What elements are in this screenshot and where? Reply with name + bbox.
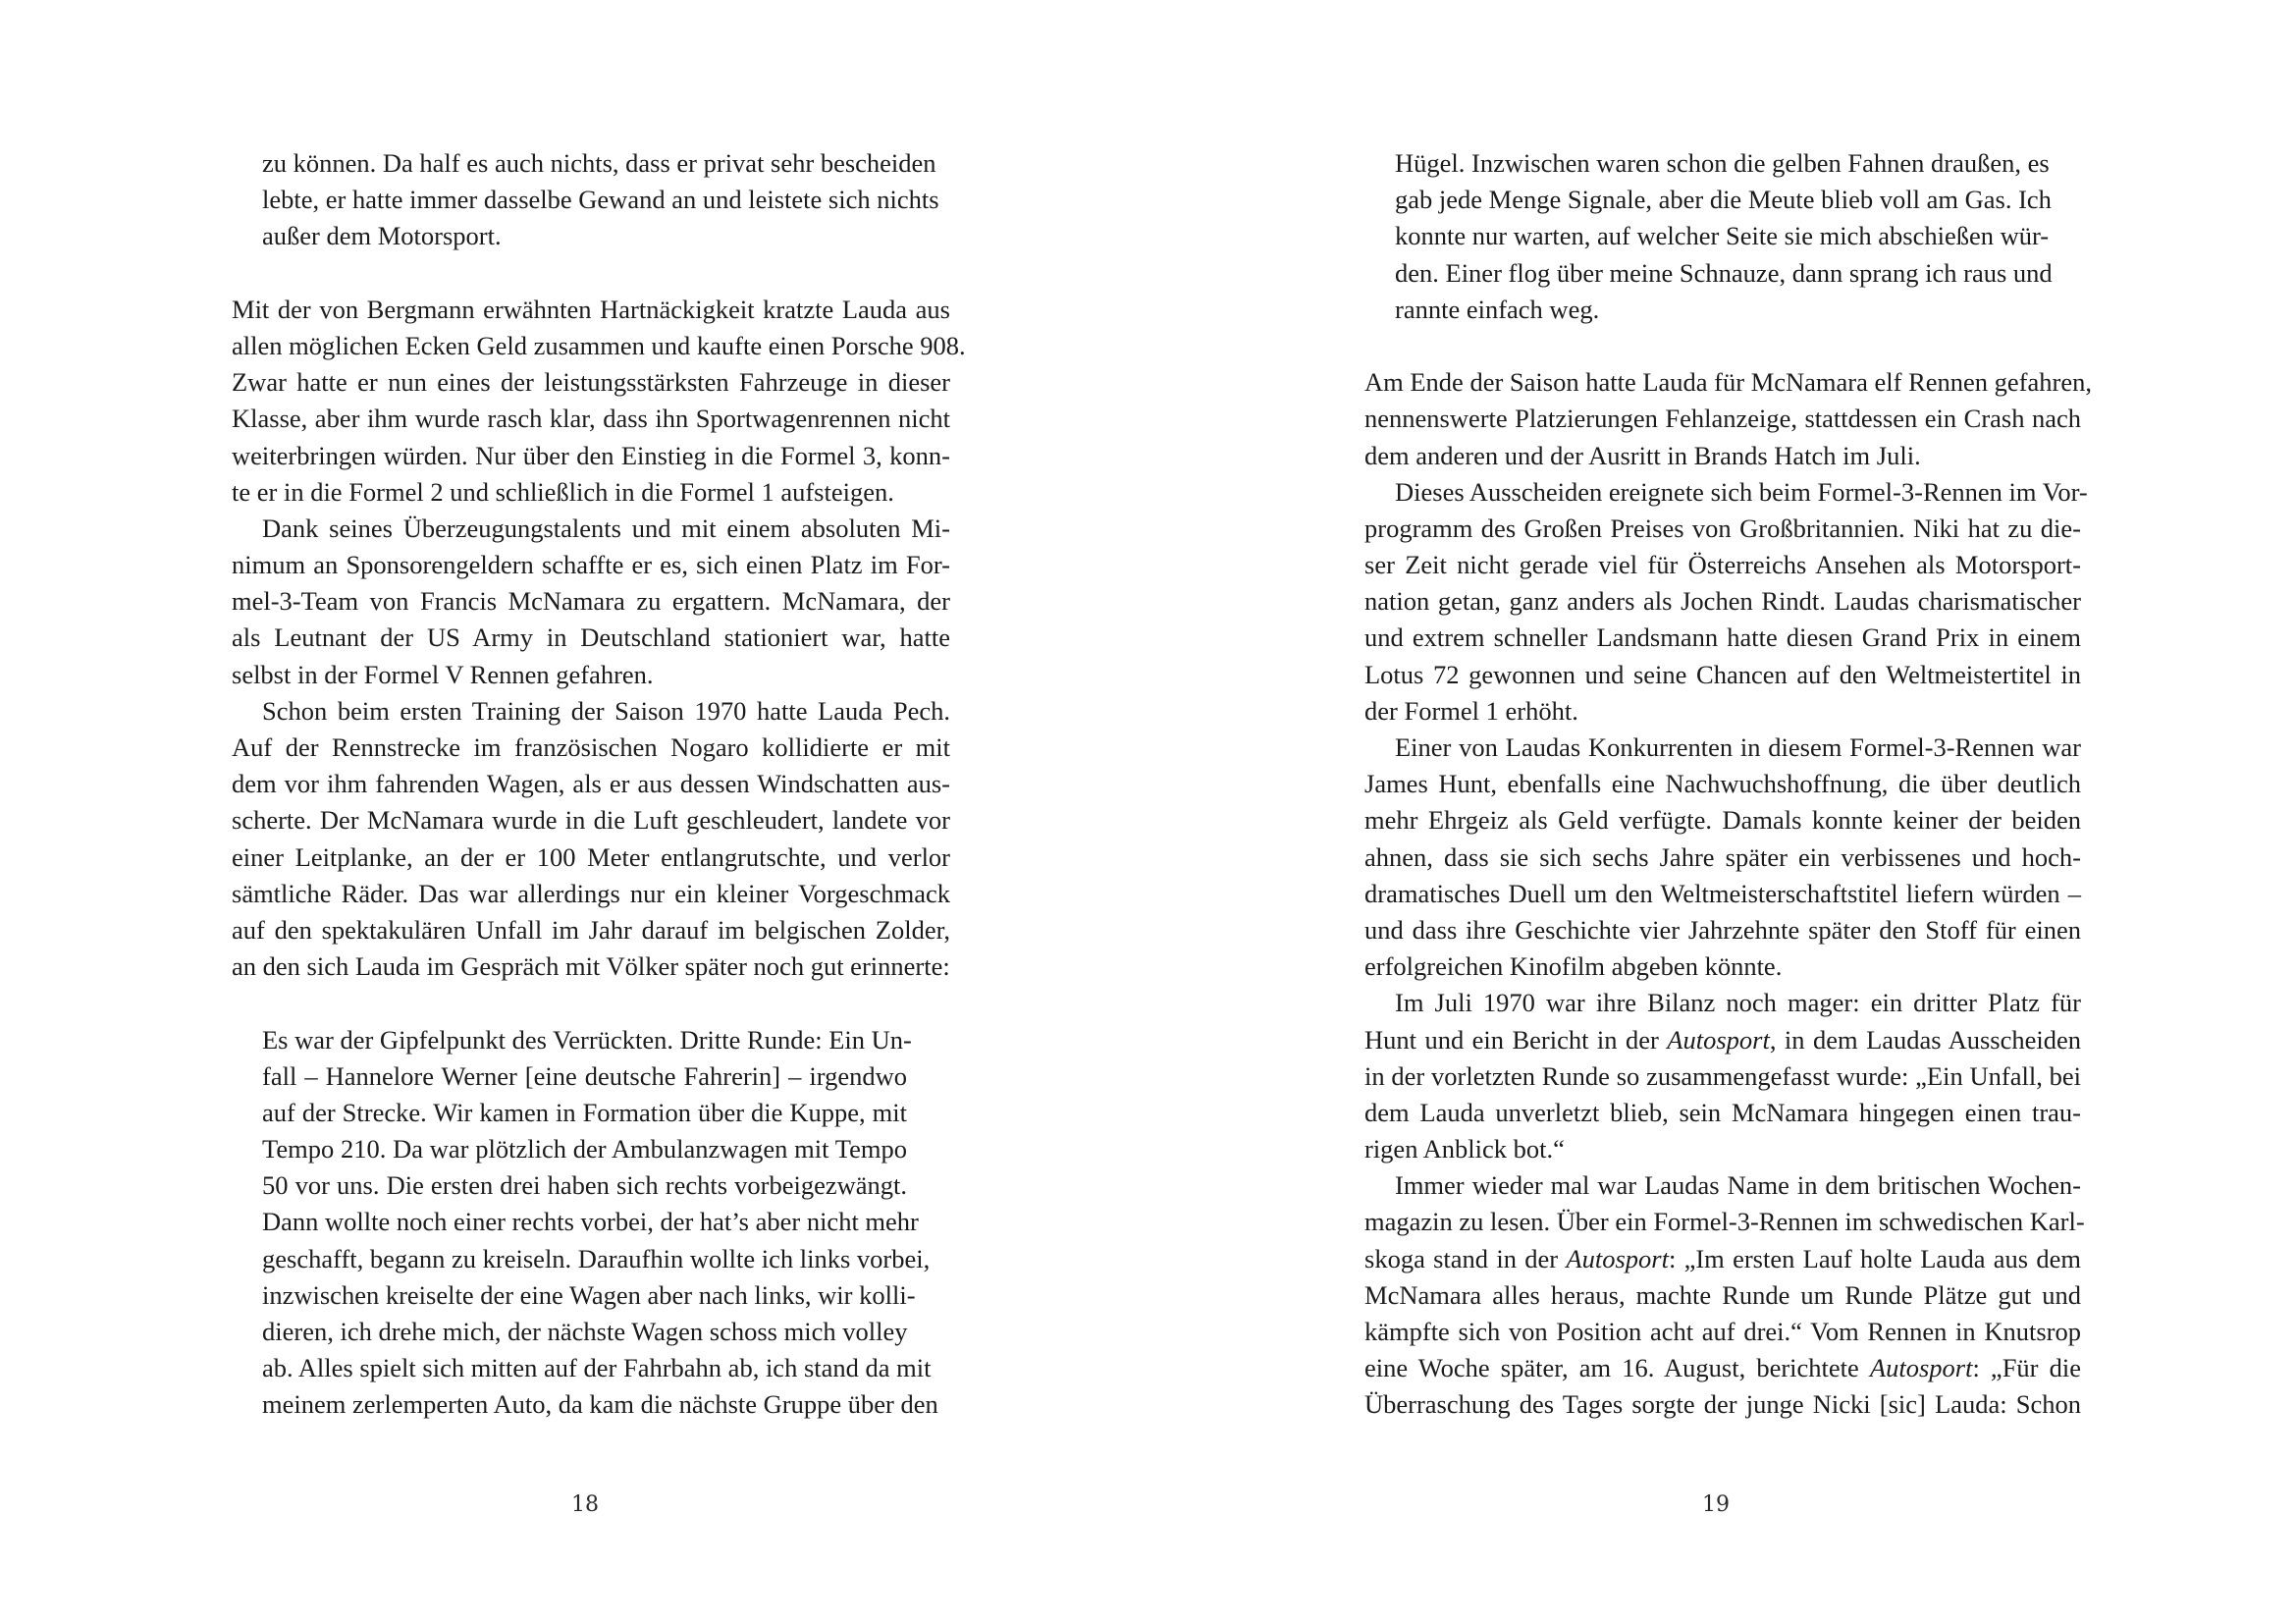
block-quote-continued [232,145,950,255]
text-line: allen möglichen Ecken Geld zusammen und kaufte einen Porsche 908. [232,330,966,360]
text-line: erfolgreichen Kinofilm abgeben könnte. [1364,951,1783,982]
text-line: ab. Alles spielt sich mitten auf der Fahrbahn ab, ich stand da mit [262,1353,932,1383]
text-line: gab jede Menge Signale, aber die Meute blieb voll am Gas. Ich [1395,185,2052,215]
text-line: dramatisches Duell um den Weltmeisterschaftstitel liefern würden – [1364,878,2081,908]
text-line: Am Ende der Saison hatte Lauda für McNamara elf Rennen gefahren, [1364,367,2092,398]
magazine-title: Autosport [1667,1024,1770,1055]
text-line: Hügel. Inzwischen waren schon die gelben Fahnen draußen, es [1395,148,2050,178]
text-line: außer dem Motorsport. [262,221,502,251]
text-line: ahnen, dass sie sich sechs Jahre später ein verbissenes und hoch- [1364,841,2081,872]
body-text [232,292,966,986]
text-line: rigen Anblick bot.“ [1364,1134,1565,1164]
text-line: selbst in der Formel V Rennen gefahren. [232,659,654,689]
text-line: eine Woche später, am 16. August, berichtete Autosport: „Für die [1364,1353,2081,1383]
text-line: Lotus 72 gewonnen und seine Chancen auf den Weltmeistertitel in [1364,659,2081,689]
text-line: Dann wollte noch einer rechts vorbei, der hat’s aber nicht mehr [262,1207,919,1237]
text-line: Hunt und ein Bericht in der Autosport, in dem Laudas Ausscheiden [1364,1024,2081,1055]
text-line: McNamara alles heraus, machte Runde um Runde Plätze gut und [1364,1279,2081,1310]
text-line: nimum an Sponsorengeldern schaffte er es, sich einen Platz im For- [232,550,950,580]
block-quote [232,1022,950,1424]
text-line: auf den spektakulären Unfall im Jahr darauf im belgischen Zolder, [232,914,950,945]
text-line: scherte. Der McNamara wurde in die Luft geschleudert, landete vor [232,805,950,836]
text-line: einer Leitplanke, an der er 100 Meter entlangrutschte, und verlor [232,841,950,872]
text-line: lebte, er hatte immer dasselbe Gewand an und leistete sich nichts [262,185,939,215]
text-line: der Formel 1 erhöht. [1364,695,1578,726]
text-line: Überraschung des Tages sorgte der junge Nicki [sic] Lauda: Schon [1364,1389,2081,1420]
magazine-title: Autosport [1869,1353,1973,1383]
page-number: 19 [1702,1492,1730,1517]
text-line: nennenswerte Platzierungen Fehlanzeige, stattdessen ein Crash nach [1364,404,2081,434]
body-text [1364,364,2092,1423]
text-line: als Leutnant der US Army in Deutschland stationiert war, hatte [232,623,950,653]
text-line: nation getan, ganz anders als Jochen Rindt. Laudas charismatischer [1364,586,2081,617]
text-line: dem vor ihm fahrenden Wagen, als er aus dessen Windschatten aus- [232,769,950,799]
page-number: 18 [571,1492,599,1517]
right-text-block [1364,145,2092,1424]
text-line: fall – Hannelore Werner [eine deutsche Fahrerin] – irgendwo [262,1060,907,1091]
text-line: an den sich Lauda im Gespräch mit Völker später noch gut erinnerte: [232,951,950,982]
text-line: inzwischen kreiselte der eine Wagen aber nach links, wir kolli- [262,1279,916,1310]
text-line: kämpfte sich von Position acht auf drei.“ Vom Rennen in Knutsrop [1364,1317,2081,1346]
right-page [1148,0,2296,1624]
magazine-title: Autosport [1566,1243,1669,1273]
text-line: zu können. Da half es auch nichts, dass er privat sehr bescheiden [262,148,936,178]
text-line: rannte einfach weg. [1395,294,1600,324]
text-line: Im Juli 1970 war ihre Bilanz noch mager: ein dritter Platz für [1395,988,2081,1018]
text-line: te er in die Formel 2 und schließlich in die Formel 1 aufsteigen. [232,476,894,507]
left-text-block [232,145,966,1424]
text-line: sämtliche Räder. Das war allerdings nur ein kleiner Vorgeschmack [232,878,950,908]
text-line: James Hunt, ebenfalls eine Nachwuchshoffnung, die über deutlich [1364,769,2081,799]
text-line: Es war der Gipfelpunkt des Verrückten. Dritte Runde: Ein Un- [262,1024,912,1055]
text-line: Dank seines Überzeugungstalents und mit einem absoluten Mi- [262,513,950,543]
text-line: Dieses Ausscheiden ereignete sich beim Formel-3-Rennen im Vor- [1395,476,2088,507]
text-line: ser Zeit nicht gerade viel für Österreichs Ansehen als Motorsport- [1364,550,2081,580]
text-line: Mit der von Bergmann erwähnten Hartnäckigkeit kratzte Lauda aus [232,294,950,324]
text-line: Auf der Rennstrecke im französischen Nogaro kollidierte er mit [232,732,950,762]
text-line: meinem zerlemperten Auto, da kam die nächste Gruppe über den [262,1389,938,1420]
text-line: dem Lauda unverletzt blieb, sein McNamara hingegen einen trau- [1364,1097,2081,1127]
text-line: in der vorletzten Runde so zusammengefasst wurde: „Ein Unfall, bei [1364,1060,2081,1091]
text-line: konnte nur warten, auf welcher Seite sie mich abschießen wür- [1395,221,2050,251]
text-line: Klasse, aber ihm wurde rasch klar, dass ihn Sportwagenrennen nicht [232,404,950,434]
text-line: auf der Strecke. Wir kamen in Formation über die Kuppe, mit [262,1097,907,1127]
text-line: skoga stand in der Autosport: „Im ersten Lauf holte Lauda aus dem [1364,1243,2081,1273]
text-line: magazin zu lesen. Über ein Formel-3-Rennen im schwedischen Karl- [1364,1207,2085,1237]
text-line: Immer wieder mal war Laudas Name in dem britischen Wochen- [1395,1170,2081,1201]
text-line: Schon beim ersten Training der Saison 1970 hatte Lauda Pech. [262,695,950,726]
text-line: 50 vor uns. Die ersten drei haben sich rechts vorbeigezwängt. [262,1170,907,1201]
text-line: Tempo 210. Da war plötzlich der Ambulanzwagen mit Tempo [262,1134,907,1164]
text-line: den. Einer flog über meine Schnauze, dann sprang ich raus und [1395,257,2053,288]
text-line: Zwar hatte er nun eines der leistungsstärksten Fahrzeuge in dieser [232,367,950,398]
text-line: Einer von Laudas Konkurrenten in diesem Formel-3-Rennen war [1395,732,2081,762]
text-line: und extrem schneller Landsmann hatte diesen Grand Prix in einem [1364,623,2081,653]
text-line: programm des Großen Preises von Großbritannien. Niki hat zu die- [1364,513,2081,543]
text-line: und dass ihre Geschichte vier Jahrzehnte später den Stoff für einen [1364,914,2081,945]
text-line: mehr Ehrgeiz als Geld verfügte. Damals konnte keiner der beiden [1364,805,2081,836]
text-line: mel-3-Team von Francis McNamara zu ergattern. McNamara, der [232,586,950,617]
text-line: dieren, ich drehe mich, der nächste Wagen schoss mich volley [262,1317,908,1346]
text-line: weiterbringen würden. Nur über den Einstieg in die Formel 3, konn- [232,440,950,470]
text-line: dem anderen und der Ausritt in Brands Hatch im Juli. [1364,440,1921,470]
block-quote-continued [1364,145,2081,328]
text-line: geschafft, begann zu kreiseln. Daraufhin wollte ich links vorbei, [262,1243,931,1273]
